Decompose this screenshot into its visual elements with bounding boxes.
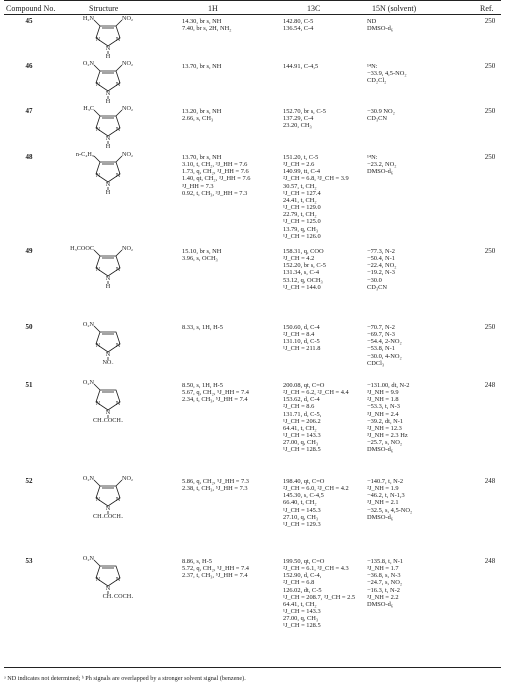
c13-shift: ¹J_CH = 211.8 — [283, 345, 321, 353]
n15-shift: CD₂Cl₂ — [367, 77, 387, 85]
n15-shift: −70.7, N-2 — [367, 324, 395, 331]
c13-shift: ³J_CH = 4.2 — [283, 255, 315, 263]
n15-shift: CD₃CN — [367, 115, 387, 123]
n15-shift: −77.3, N-2 — [367, 248, 395, 255]
triazole-structure — [58, 59, 168, 103]
h1-shift: 5.72, q, CH₂, ⁵J_HH = 7.4 — [182, 565, 249, 573]
c13-shift: ¹J_CH = 206.2 — [283, 417, 321, 425]
reference-number: 250 — [484, 17, 496, 25]
c13-shift: ¹J_CH = 125.0 — [283, 218, 321, 226]
c13-shift: 30.57, t, CH₂ — [283, 182, 317, 190]
c13-shift: 131.71, d, C-5, — [283, 410, 322, 418]
h1-shift: 1.40, qt, CH₂, ³J_HH = 7.6 — [182, 175, 251, 183]
compound-number: 49 — [25, 247, 33, 255]
h1-shift: 2.34, t, CH₃, ⁵J_HH = 7.4 — [182, 396, 248, 404]
n15-shift: −30.0 — [367, 276, 382, 284]
n15-shift: −19.2, N-3 — [367, 269, 395, 277]
substituent-left: O₂N — [82, 321, 94, 328]
c13-shift: 198.40, qt, C=O — [283, 478, 325, 485]
reference-number: 248 — [484, 381, 496, 389]
n15-shift: ³J_NH = 2.1 — [367, 499, 399, 507]
reference-number: 250 — [484, 153, 496, 161]
substituent-bond-left — [94, 250, 100, 256]
c13-shift: ¹J_CH = 126.0 — [283, 232, 321, 240]
h1-shift: 3.10, t, CH₂, ³J_HH = 7.6 — [182, 161, 248, 169]
reference-number: 250 — [484, 107, 496, 115]
triazole-structure — [58, 150, 168, 194]
ring-atom-n: N — [95, 172, 101, 179]
table-footnote: ᵃ ND indicates not determined; ᵇ Ph signals are overlapped by a stronger solvent signal (benzene). — [4, 675, 246, 682]
c13-shift: 23.20, CH₃ — [283, 122, 312, 130]
h1-shift: 15.10, br s, NH — [182, 248, 222, 255]
ring-atom-n: N — [105, 409, 111, 416]
c13-shift: ²J_CH = 6.0, ²J_CH = 4.2 — [283, 485, 349, 493]
c13-shift: 22.79, t, CH₂ — [283, 211, 317, 219]
n15-shift: −23.2, NO₂ — [367, 161, 397, 169]
compound-number: 52 — [25, 477, 33, 485]
compound-number: 46 — [25, 62, 33, 70]
n15-shift: ND — [367, 18, 377, 25]
n15-shift: CD₃CN — [367, 283, 387, 291]
n15-shift: −36.8, s, N-3 — [367, 572, 401, 580]
substituent-right: NO₂ — [122, 475, 134, 482]
ring-atom-n: N — [115, 400, 121, 407]
n-substituent: CH₂ — [102, 593, 114, 598]
c13-shift: ³J_CH = 2.6 — [283, 161, 315, 169]
substituent-left: H₂N — [82, 15, 94, 22]
n15-shift: −135.8, t, N-1 — [367, 558, 404, 565]
substituent-bond-left — [94, 110, 100, 116]
n15-shift: −54.4, 2-NO₂ — [367, 338, 402, 346]
ring-atom-n: N — [115, 172, 121, 179]
n15-shift: DMSO-d₆ — [367, 168, 394, 176]
compound-number: 47 — [25, 107, 33, 115]
triazole-structure — [58, 104, 168, 148]
ring-atom-n: N — [95, 81, 101, 88]
compound-number: 51 — [25, 381, 33, 389]
n15-shift: ³J_NH = 2.4 — [367, 410, 399, 418]
ring-atom-n: N — [95, 126, 101, 133]
c13-shift: ²J_CH = 6.8 — [283, 579, 315, 587]
n15-shift: ²J_NH = 1.9 — [367, 485, 399, 493]
h1-shift: 8.86, s, H-5 — [182, 558, 212, 565]
header-13c: 13C — [307, 4, 321, 13]
c13-shift: ¹J_CH = 143.3 — [283, 432, 321, 440]
ring-atom-n: N — [115, 81, 121, 88]
substituent-left: O₂N — [82, 379, 94, 386]
c13-shift: 150.60, d, C-4 — [283, 324, 320, 331]
ring-atom-n: N — [105, 275, 111, 282]
substituent-right: NO₂ — [122, 60, 134, 67]
h1-shift: 13.70, br s, NH — [182, 63, 222, 70]
ring-atom-n: N — [95, 496, 101, 503]
h1-shift: 1.73, q, CH₂, ³J_HH = 7.6 — [182, 168, 249, 176]
n15-shift: ²J_NH = 1.8 — [367, 396, 399, 404]
reference-number: 250 — [484, 62, 496, 70]
ring-atom-n: N — [105, 505, 111, 512]
h1-shift: 14.30, br s, NH — [182, 18, 222, 25]
n15-shift: −53.8, N-1 — [367, 345, 395, 353]
c13-shift: 136.54, C-4 — [283, 25, 314, 33]
substituent-bond-left — [94, 560, 100, 566]
h1-shift: 13.20, br s, NH — [182, 108, 222, 115]
n15-shift: ³J_NH = 2.3 Hz — [367, 432, 408, 440]
c13-shift: 158.31, q, COO — [283, 248, 324, 255]
n-substituent: CH₂COCH₃ — [92, 513, 124, 518]
c13-shift: 27.10, q, CH₃ — [283, 513, 319, 521]
ring-atom-n: N — [105, 45, 111, 52]
triazole-structure — [58, 378, 168, 422]
ring-atom-n: N — [115, 266, 121, 273]
substituent-bond-left — [94, 20, 100, 26]
substituent-left: O₂N — [82, 475, 94, 482]
c13-shift: 27.00, q, CH₃ — [283, 615, 319, 623]
substituent-left: H₃COOC — [70, 245, 94, 252]
header-1h: 1H — [208, 4, 218, 13]
c13-shift: 126.02, dt, C-5 — [283, 586, 322, 594]
compound-number: 48 — [25, 153, 33, 161]
bottom-rule — [4, 667, 501, 668]
ring-atom-n: N — [115, 126, 121, 133]
n15-shift: −50.4, N-1 — [367, 255, 395, 263]
c13-shift: 53.12, q, OCH₃ — [283, 276, 323, 284]
n15-shift: ¹⁴N: — [367, 154, 378, 161]
top-rule — [4, 0, 501, 1]
n15-shift: −131.00, dt, N-2 — [367, 382, 410, 389]
c13-shift: ²J_CH = 8.4 — [283, 331, 315, 339]
c13-shift: ¹J_CH = 127.4 — [283, 189, 321, 197]
n15-shift: DMSO-d₆ — [367, 446, 394, 454]
substituent-bond-left — [94, 65, 100, 71]
h1-shift: 7.40, br s, 2H, NH₂ — [182, 25, 232, 33]
n15-shift: −33.9, 4,5-NO₂ — [367, 70, 407, 78]
substituent-bond-left — [94, 326, 100, 332]
header-compound: Compound No. — [6, 4, 56, 13]
c13-shift: ¹J_CH = 129.3 — [283, 520, 321, 528]
c13-shift: 64.41, t, CH₂ — [283, 424, 317, 432]
ring-atom-n: N — [95, 342, 101, 349]
substituent-left: H₃C — [83, 105, 94, 112]
reference-number: 250 — [484, 247, 496, 255]
substituent-bond-left — [94, 480, 100, 486]
c13-shift: 200.08, qt, C=O — [283, 382, 325, 389]
c13-shift: 152.90, d, C-4, — [283, 572, 322, 580]
substituent-left: O₂N — [82, 555, 94, 562]
c13-shift: 64.41, t, CH₂ — [283, 600, 317, 608]
h1-shift: 2.66, s, CH₃ — [182, 115, 214, 123]
c13-shift: ²J_CH = 6.8, ³J_CH = 3.9 — [283, 175, 349, 183]
ring-atom-n: N — [105, 90, 111, 97]
substituent-right: NO₂ — [122, 245, 134, 252]
c13-shift: ¹J_CH = 145.3 — [283, 506, 321, 514]
h1-shift: 3.96, s, OCH₃ — [182, 255, 218, 263]
n15-shift: −30.9 NO₂ — [367, 108, 395, 115]
c13-shift: ¹J_CH = 144.0 — [283, 283, 321, 291]
nh-hydrogen: H — [105, 98, 111, 103]
n-substituent-2: COCH₃ — [114, 593, 134, 598]
header-15n: 15N (solvent) — [372, 4, 417, 13]
n15-shift: ³J_NH = 2.2 — [367, 593, 399, 601]
n15-shift: DMSO-d₆ — [367, 25, 394, 33]
ring-atom-n: N — [105, 135, 111, 142]
n15-shift: CDCl₃ — [367, 359, 385, 367]
nh-hydrogen: H — [105, 53, 111, 58]
header-ref: Ref. — [480, 4, 494, 13]
c13-shift: 144.91, C-4,5 — [283, 63, 319, 70]
n15-shift: −16.3, t, N-2 — [367, 586, 400, 594]
h1-shift: 5.86, q, CH₂, ⁵J_HH = 7.3 — [182, 478, 249, 485]
c13-shift: 142.80, C-5 — [283, 18, 314, 25]
n15-shift: DMSO-d₆ — [367, 600, 394, 608]
n-substituent: NO₂ — [102, 359, 114, 364]
substituent-bond-left — [94, 384, 100, 390]
ring-atom-n: N — [115, 576, 121, 583]
ring-atom-n: N — [115, 342, 121, 349]
c13-shift: 145.30, s, C-4,5 — [283, 492, 324, 500]
h1-shift: 8.50, s, 1H, H-5 — [182, 382, 224, 389]
substituent-left: O₂N — [82, 60, 94, 67]
c13-shift: 137.29, C-4 — [283, 115, 314, 123]
triazole-structure — [58, 320, 168, 364]
h1-shift: ³J_HH = 7.3 — [182, 182, 214, 190]
c13-shift: ¹J_CH = 129.0 — [283, 204, 321, 212]
n15-shift: ³J_NH = 9.9 — [367, 389, 399, 397]
compound-number: 50 — [25, 323, 33, 331]
substituent-right: NO₂ — [122, 15, 134, 22]
c13-shift: 27.00, q, CH₃ — [283, 439, 319, 447]
reference-number: 250 — [484, 323, 496, 331]
reference-number: 248 — [484, 557, 496, 565]
n15-shift: −22.4, NO₂ — [367, 262, 397, 270]
compound-number: 53 — [25, 557, 33, 565]
ring-atom-n: N — [115, 496, 121, 503]
ring-atom-n: N — [105, 351, 111, 358]
triazole-structure — [58, 14, 168, 58]
n15-shift: −140.7, t, N-2 — [367, 478, 404, 485]
n15-shift: −30.0, 4-NO₂ — [367, 352, 402, 360]
substituent-bond-left — [94, 156, 100, 162]
n15-shift: ¹⁴N: — [367, 63, 378, 70]
n15-shift: −25.7, s, NO₂ — [367, 439, 403, 447]
n15-shift: −39.2, dt, N-1 — [367, 417, 404, 425]
n15-shift: ³J_NH = 1.7 — [367, 565, 399, 573]
h1-shift: 8.33, s, 1H, H-5 — [182, 324, 224, 331]
nh-hydrogen: H — [105, 189, 111, 194]
n15-shift: ²J_NH = 12.3 — [367, 424, 402, 432]
c13-shift: ¹J_CH = 128.5 — [283, 446, 321, 454]
compound-number: 45 — [25, 17, 33, 25]
ring-atom-n: N — [105, 181, 111, 188]
c13-shift: 131.34, s, C-4 — [283, 269, 320, 277]
nh-hydrogen: H — [105, 283, 111, 288]
ring-atom-n: N — [95, 400, 101, 407]
ring-atom-n: N — [95, 266, 101, 273]
n15-shift: −32.5, s, 4,5-NO₂ — [367, 506, 413, 514]
c13-shift: ²J_CH = 6.1, ³J_CH = 4.3 — [283, 565, 349, 573]
c13-shift: 66.40, t, CH₂ — [283, 499, 317, 507]
c13-shift: 151.20, t, C-5 — [283, 154, 319, 161]
n15-shift: −53.3, t, N-3 — [367, 403, 400, 411]
h1-shift: 2.37, t, CH₃, ⁵J_HH = 7.4 — [182, 572, 248, 580]
nh-hydrogen: H — [105, 143, 111, 148]
triazole-structure — [58, 244, 168, 288]
c13-shift: 24.41, t, CH₂ — [283, 196, 317, 204]
ring-atom-n: N — [115, 36, 121, 43]
substituent-right: NO₂ — [122, 151, 134, 158]
c13-shift: 152.70, br s, C-5 — [283, 108, 326, 115]
n15-shift: DMSO-d₆ — [367, 513, 394, 521]
ring-atom-n: N — [105, 585, 111, 592]
c13-shift: ¹J_CH = 143.3 — [283, 608, 321, 616]
h1-shift: 13.70, br s, NH — [182, 154, 222, 161]
c13-shift: 131.10, d, C-5 — [283, 338, 320, 346]
substituent-right: NO₂ — [122, 105, 134, 112]
triazole-structure — [58, 554, 168, 598]
c13-shift: 199.50, qt, C=O — [283, 558, 325, 565]
c13-shift: ²J_CH = 8.6 — [283, 403, 315, 411]
c13-shift: ²J_CH = 6.2, ²J_CH = 4.4 — [283, 389, 349, 397]
c13-shift: ¹J_CH = 208.7, ³J_CH = 2.5 — [283, 593, 356, 601]
c13-shift: 140.99, tt, C-4 — [283, 168, 321, 176]
h1-shift: 2.38, t, CH₃, ⁵J_HH = 7.3 — [182, 485, 248, 493]
reference-number: 248 — [484, 477, 496, 485]
n15-shift: −24.7, s, NO₂ — [367, 579, 403, 587]
c13-shift: 153.62, d, C-4 — [283, 396, 320, 404]
header-structure: Structure — [89, 4, 119, 13]
c13-shift: 152.20, br s, C-5 — [283, 262, 326, 270]
h1-shift: 5.67, q, CH₂, ⁵J_HH = 7.4 — [182, 389, 249, 397]
c13-shift: 13.79, q, CH₃ — [283, 225, 319, 233]
triazole-structure — [58, 474, 168, 518]
n15-shift: −46.2, t, N-1,3 — [367, 492, 405, 500]
n-substituent: CH₂COCH₃ — [92, 417, 124, 422]
ring-atom-n: N — [95, 576, 101, 583]
n15-shift: −69.7, N-3 — [367, 331, 395, 339]
c13-shift: ¹J_CH = 128.5 — [283, 622, 321, 630]
ring-atom-n: N — [95, 36, 101, 43]
substituent-left: n-C₄H₉ — [75, 151, 94, 158]
h1-shift: 0.92, t, CH₃, ³J_HH = 7.3 — [182, 189, 248, 197]
